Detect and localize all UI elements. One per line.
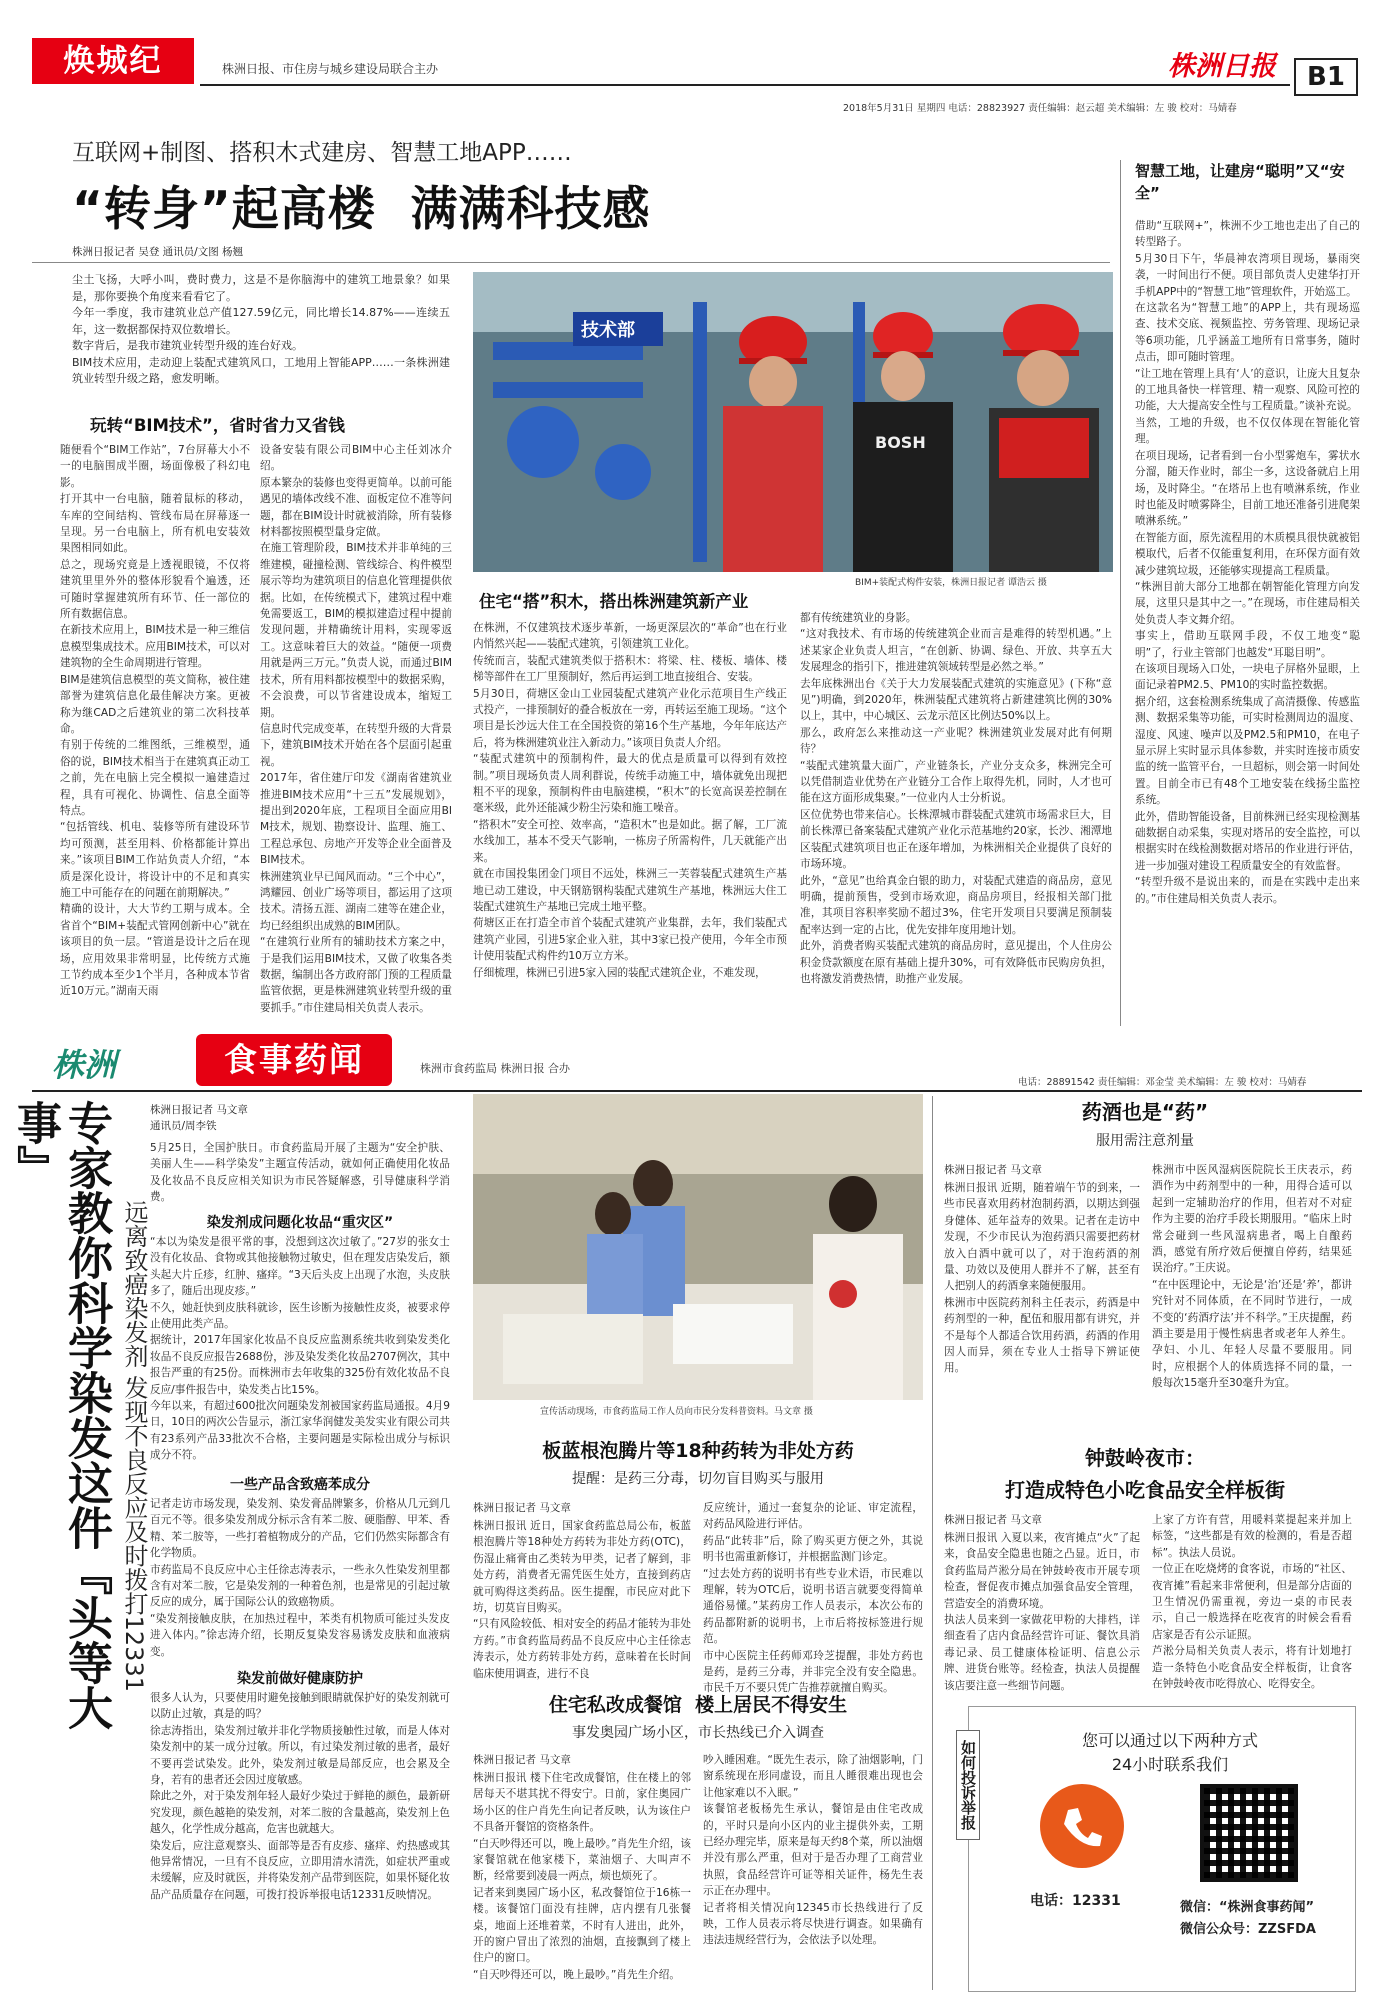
restaurant-subtitle: 事发奥园广场小区，市长热线已介入调查: [572, 1725, 824, 1741]
hair-dye-text3: 很多人认为，只要使用时避免接触到眼睛就保护好的染发剂就可以防止过敏，真是的吗？ 徐志涛指出，染发剂过敏并非化学物质接触性过敏，而是人体对染发剂中的某一成分过敏。所以，有过染发剂过敏的患者，最好不要再尝试染发。此外，染发剂过敏是局部反应，也会累及全身，若有的患者还会因过度敏感。 除此之外，对于染发剂年轻人最好少染过于鲜艳的颜色，最新研究发现，颜色越艳的染发剂，对苯二胺的含量越高，染发剂上色越久，化学性成分越高，危害也就越大。 染发后，应注意观察头、面部等是否有皮疹、瘙痒、灼热感或其他异常情况，一旦有不良反应，立即用清水清洗，如症状严重或未缓解，应及时就医，并将染发剂产品带到医院，如果怀疑化妆品产品质量存在问题，可拨打投诉举报电话12331反映情况。: [150, 1692, 450, 1901]
paper-logo: 株洲日报: [1168, 51, 1276, 82]
food-photo: [473, 1094, 923, 1400]
food-brand: 株洲: [52, 1046, 117, 1084]
lead-kicker: 互联网+制图、搭积木式建房、智慧工地APP……: [72, 140, 572, 166]
banlangen-subtitle: 提醒：是药三分毒，切勿盲目购买与服用: [572, 1471, 824, 1487]
prefab-title: 住宅“搭”积木，搭出株洲建筑新产业: [479, 592, 749, 611]
photo-sign: 技术部: [581, 320, 635, 341]
smart-site-title: 智慧工地，让建房“聪明”又“安全”: [1135, 162, 1345, 202]
hair-dye-vertical-title: 专家教你科学染发这件『头等大事』: [9, 1100, 113, 1730]
lead-photo-caption: BIM+装配式构件安装，株洲日报记者 谭浩云 摄: [855, 578, 1047, 588]
lead-photo: [473, 272, 1113, 572]
bim-col2: 设备安装有限公司BIM中心主任刘冰介绍。 原本繁杂的装修也变得更简单。以前可能遇见的墙体改线不准、面板定位不准等问题，都在BIM设计时就被消除，所有装修材料都按照模型量身定做。 在施工管理阶段，BIM技术并非单纯的三维建模，碰撞检测、管线综合、构件模型展示等均为建筑项目的信息化管理提供依据。比如，在传统模式下，建筑过程中难免需要返工，BIM的模拟建造过程中提前发现问题，并精确统计用料，实现零返工。这意味着巨大的效益。“随便一项费用就是两三万元。”负责人说，而通过BIM技术，所有用料都按模型中的数据采购，不会浪费，可以节省建设成本，缩短工期。 信息时代完成变革，在转型升级的大背景下，建筑BIM技术开始在各个层面引起重视。 2017年，省住建厅印发《湖南省建筑业推进BIM技术应用“十三五”发展规划》，提出到2020年底，工程项目全面应用BIM技术，规划、勘察设计、监理、施工、工程总承包、房地产开发等企业全面普及BIM技术。 株洲建筑业早已闻风而动。“三个中心”，鸿耀园、创业广场等项目，都运用了这项技术。清扬五涯、湖南二建等在建企业，均已经组织出成熟的BIM团队。 “在建筑行业所有的辅助技术方案之中，于是我们运用BIM技术，又做了收集各类数据，编制出各方政府部门预的工程质量监管依据，更是株洲建筑业转型升级的重要抓手。”市住建局相关负责人表示。: [260, 444, 452, 1014]
phone-icon: [1040, 1784, 1124, 1868]
section-tag: 焕城纪: [32, 38, 194, 84]
hair-dye-vertical-sub: 远离致癌染发剂 发现不良反应及时拨打12331: [120, 1200, 148, 1692]
bim-title: 玩转“BIM技术”，省时省力又省钱: [90, 416, 345, 435]
wine-col2: 株洲市中医风湿病医院院长王庆表示，药酒作为中药剂型中的一种，用得合适可以起到一定辅助治疗的作用，但若对不对症作为主要的治疗手段长期服用。“临床上时常会碰到一些风湿病患者，喝上自酿药酒，感觉有所疗效后便擅自停药，结果延误治疗。”王庆说。 “在中医理论中，无论是‘治’还是‘养’，都讲究针对不同体质，在不同时节进行，一成不变的‘药酒疗法’并不科学。”王庆提醒，药酒主要是用于慢性病患者或老年人养生。孕妇、小儿、年轻人尽量不要服用。同时，应根据个人的体质选择不同的量，一般每次15毫升至30毫升为宜。: [1152, 1164, 1352, 1390]
page-number: B1: [1294, 58, 1358, 96]
food-rule: [32, 1090, 1362, 1092]
lead-intro: 尘土飞扬，大呼小叫，费时费力，这是不是你脑海中的建筑工地景象？如果是，那你要换个角度来看看它了。 今年一季度，我市建筑业总产值127.59亿元，同比增长14.87%——连续五年，这一数据都保持双位数增长。 数字背后，是我市建筑业转型升级的连台好戏。 BIM技术应用，走动迎上装配式建筑风口，工地用上智能APP……一条株洲建筑业转型升级之路，愈发明晰。: [72, 273, 450, 385]
banlangen-byline: 株洲日报记者 马文章: [473, 1502, 571, 1514]
banlangen-title: 板蓝根泡腾片等18种药转为非处方药: [542, 1440, 854, 1462]
restaurant-title: 住宅私改成餐馆 楼上居民不得安生: [548, 1694, 848, 1716]
food-date-line: 电话：28891542 责任编辑：邓金莹 美术编辑：左 骏 校对：马婧春: [1018, 1077, 1307, 1088]
hotline-phone: 电话：12331: [1030, 1893, 1121, 1909]
lead-headline: “转身”起高楼 满满科技感: [72, 182, 651, 237]
masthead-rule: [200, 84, 1290, 86]
hair-dye-sub3: 染发前做好健康防护: [237, 1671, 363, 1687]
qr-code-icon: [1200, 1784, 1298, 1882]
hair-dye-text2: 记者走访市场发现，染发剂、染发膏品牌繁多，价格从几元到几百元不等。很多染发剂成分标示含有苯二胺、硬脂醇、甲苯、香精、苯二胺等，一些打着植物成分的产品，它们仍然实际都含有化学物质。 市药监局不良反应中心主任徐志涛表示，一些永久性染发剂里都含有对苯二胺，它是染发剂的一种着色剂，也是常见的引起过敏反应的成分，属于国际公认的致癌物质。 “染发剂接触皮肤，在加热过程中，苯类有机物质可能过头发皮进入体内。”徐志涛介绍，长期反复染发容易诱发皮肤和血液病变。: [150, 1498, 450, 1658]
bim-col1: 随便看个“BIM工作站”，7台屏幕大小不一的电脑围成半圈，场面像极了科幻电影。 打开其中一台电脑，随着鼠标的移动，车库的空间结构、管线布局在屏幕逐一呈现。另一台电脑上，所有机电安装效果图相同如此。 总之，现场究竟是上透视眼镜，不仅将建筑里里外外的整体形貌看个遍透，还可随时掌握建筑所有环节、任一部位的所有数据信息。 在新技术应用上，BIM技术是一种三维信息模型集成技术。应用BIM技术，可以对建筑物的全生命周期进行管理。 BIM是建筑信息模型的英文简称，被住建部誉为建筑信息化最佳解决方案。更被称为继CAD之后建筑业的第二次科技革命。 有别于传统的二维图纸，三维模型，通俗的说，BIM技术相当于在建筑真正动工之前，先在电脑上完全模拟一遍建造过程，具有可视化、协调性、信息全面等特点。 “包括管线、机电、装修等所有建设环节均可预测，甚至用料、价格都能计算出来。”该项目BIM工作站负责人介绍，“本质是深化设计，将设计中的不足和真实施工中可能存在的问题在前期解决。” 精确的设计，大大节约工期与成本。全省首个“BIM+装配式管网创新中心”就在该项目的负一层。“管道是设计之后在现场，应用效果非常明显，比传统方式施工节约成本至少1个半月，各种成本节省近10万元。”湖南天雨: [60, 444, 250, 998]
wine-col1: 株洲日报讯 近期，随着端午节的到来，一些市民喜欢用药材泡制药酒，以期达到强身健体、延年益寿的效果。记者在走访中发现，不少市民认为泡药酒只需要把药材放入白酒中就可以了，对于泡药酒的剂量、功效以及使用人群并不了解，甚至有人把别人的药酒拿来随便服用。 株洲市中医院药剂科主任表示，药酒是中药剂型的一种，配伍和服用都有讲究，并不是每个人都适合饮用药酒，药酒的作用因人而异，须在专业人士指导下辨证使用。: [944, 1182, 1140, 1375]
restaurant-col2: 吵入睡困难。“既先生表示，除了油烟影响，门窗系统现在形同虚设，而且人睡很难出现也会让他家难以不入眠。” 该餐馆老板杨先生承认，餐馆是由住宅改成的，平时只是向小区内的业主提供外卖，工期已经办理完毕，原来是每天约8个菜，所以油烟并没有那么严重，但对于是否办理了工商营业执照，食品经营许可证等相关证件，杨先生表示正在办理中。 记者将相关情况向12345市长热线进行了反映，工作人员表示将尽快进行调查。如果确有违法违规经营行为，会依法予以处理。: [703, 1754, 923, 1947]
wine-byline: 株洲日报记者 马文章: [944, 1164, 1042, 1176]
night-market-byline: 株洲日报记者 马文章: [944, 1514, 1042, 1526]
restaurant-col1: 株洲日报讯 楼下住宅改成餐馆，住在楼上的邻居每天不堪其扰不得安宁。日前，家住奥园广场小区的住户肖先生向记者反映，认为该住户不具备开餐馆的资格条件。 “白天吵得还可以，晚上最吵。”肖先生介绍，该家餐馆就在他家楼下，菜油烟子、大叫声不断，经常要到凌晨一两点，烦也烦死了。 记者来到奥园广场小区，私改餐馆位于16栋一楼。该餐馆门面没有挂牌，店内摆有几张餐桌，地面上还堆着菜，不时有人进出，此外，开的窗户冒出了浓烈的油烟，直接飘到了楼上住户的窗口。 “自天吵得还可以，晚上最吵。”肖先生介绍。: [473, 1772, 691, 1981]
masthead-cohost: 株洲日报、市住房与城乡建设局联合主办: [222, 62, 439, 76]
banlangen-col2: 反应统计，通过一套复杂的论证、审定流程，对药品风险进行评估。 药品“此转非”后，除了购买更方便之外，其说明书也需重新修订，并根据监测门诊定。 “过去处方药的说明书有些专业术语，市民难以理解，转为OTC后，说明书语言就要变得简单通俗易懂。”某药房工作人员表示，本次公布的药品都附新的说明书，上市后将按标签进行规范。 市中心医院主任药师邓玲芝提醒，非处方药也是药，是药三分毒，并非完全没有安全隐患。市民千万不要只凭广告推荐就擅自购买。: [703, 1502, 923, 1695]
hotline-gzh: 微信公众号：ZZSFDA: [1180, 1922, 1316, 1937]
photo-shirt: BOSH: [875, 433, 926, 452]
lead-byline: 株洲日报记者 吴登 通讯员/文图 杨翘: [72, 246, 244, 258]
restaurant-byline: 株洲日报记者 马文章: [473, 1754, 571, 1766]
wine-subtitle: 服用需注意剂量: [1096, 1133, 1194, 1149]
banlangen-col1: 株洲日报讯 近日，国家食药监总局公布，板蓝根泡腾片等18种处方药转为非处方药(OTC)，伤湿止痛膏由乙类转为甲类，记者了解到，非处方药，消费者无需凭医生处方，直接到药店就可购得这类药品。医生提醒，市民应对此下坊，切莫盲目购买。 “只有风险较低、相对安全的药品才能转为非处方药。”市食药监局药品不良反应中心主任徐志涛表示，处方药转非处方药，意味着在长时间临床使用调查，进行不良: [473, 1520, 691, 1680]
hair-dye-sub2: 一些产品含致癌苯成分: [230, 1477, 370, 1493]
prefab-col1: 在株洲，不仅建筑技术逐步革新，一场更深层次的“革命”也在行业内悄然兴起——装配式建筑，引领建筑工业化。 传统而言，装配式建筑类似于搭积木：将梁、柱、楼板、墙体、楼梯等部件在工厂里预制好，然后再运到工地直接组合、安装。 5月30日，荷塘区金山工业园装配式建筑产业化示范项目生产线正式投产，一排预制好的叠合板放在一旁，再转运至施工现场。“这个项目是长沙远大住工在全国投资的第16个生产基地，今年年底达产后，将为株洲建筑业注入新动力。”该项目负责人介绍。 “装配式建筑中的预制构件，最大的优点是质量可以得到有效控制。”项目现场负责人周利群说，传统手动施工中，墙体就免出现把粗不平的现象，预制构件由电脑建模，“积木”的长宽高误差控制在毫米级，此外还能减少粉尘污染和施工噪音。 “搭积木”安全可控、效率高，“造积木”也是如此。据了解，工厂流水线加工，基本不受天气影响，一栋房子所需构件，几天就能产出来。 就在市国投集团金门项目不远处，株洲三一芙蓉装配式建筑生产基地已动工建设，中天钢筋钢构装配式建筑生产基地，株洲远大住工装配式建筑生产基地已完成土地平整。 荷塘区正在打造全市首个装配式建筑产业集群，去年，我们装配式建筑产业园，引进5家企业入驻，其中3家已投产使用，今年全市预计使用装配式构件约10万立方米。 仔细梳理，株洲已引进5家入园的装配式建筑企业，不难发现，: [473, 622, 787, 979]
hair-dye-byline: 株洲日报记者 马文章 通讯员/周李铁: [150, 1104, 248, 1132]
phone-glyph: [1040, 1784, 1124, 1868]
food-cohost: 株洲市食药监局 株洲日报 合办: [420, 1062, 570, 1075]
wine-title: 药酒也是“药”: [1081, 1100, 1209, 1124]
hotline-line2: 24小时联系我们: [1111, 1755, 1229, 1774]
night-market-col2: 上家了方许有营，用暖料菜提起来并加上标签，“这些都是有效的检测的，看是否超标”。执法人员说。 一位正在吃烧烤的食客说，市场的“社区、夜宵摊”看起来非常便利，但是部分店面的卫生情况仍需重视，旁边一桌的市民表示，自己一般选择在吃夜宵的时候会看看店家是否有公示证照。 芦淞分局相关负责人表示，将有计划地打造一条特色小吃食品安全样板街，让食客在钟鼓岭夜市吃得放心、吃得安全。: [1152, 1514, 1352, 1691]
hair-dye-intro: 5月25日，全国护肤日。市食药监局开展了主题为“安全护肤、美丽人生——科学染发”主题宣传活动，就如何正确使用化妆品及化妆品不良反应相关知识为市民答疑解惑，引导健康科学消费。: [150, 1142, 450, 1204]
construction-scene-illustration: [473, 272, 1113, 572]
publicity-event-illustration: [473, 1094, 923, 1400]
date-line: 2018年5月31日 星期四 电话：28823927 责任编辑：赵云超 美术编辑：左 骏 校对：马婧春: [843, 103, 1237, 114]
hotline-weixin: 微信：“株洲食事药闻”: [1180, 1900, 1315, 1915]
night-market-title2: 打造成特色小吃食品安全样板街: [1005, 1478, 1285, 1502]
night-market-col1: 株洲日报讯 入夏以来，夜宵摊点“火”了起来，食品安全隐患也随之凸显。近日，市食药监局芦淞分局在钟鼓岭夜市开展专项检查，督促夜市摊点加强食品安全管理，营造安全的消费环境。 执法人员来到一家做花甲粉的大排档，详细查看了店内食品经营许可证、餐饮具消毒记录、员工健康体检证明、信息公示牌、进货台账等。经检查，执法人员提醒该店要注意一些细节问题。: [944, 1532, 1140, 1692]
prefab-col2: 都有传统建筑业的身影。 “这对我技术、有市场的传统建筑企业而言是难得的转型机遇。”上述某家企业负责人坦言，“在创新、协调、绿色、开放、共享五大发展理念的指引下，推进建筑领域转型是必然之举。” 去年底株洲出台《关于大力发展装配式建筑的实施意见》(下称“意见”)明确，到2020年，株洲装配式建筑将占新建建筑比例的30%以上，其中，中心城区、云龙示范区比例达50%以上。 那么，政府怎么来推动这一产业呢？株洲建筑业发展对此有何期待？ “装配式建筑量大面广，产业链条长，产业分支众多，株洲完全可以凭借制造业优势在产业链分工合作上取得先机，同时，人才也可能在这方面形成集聚。”一位业内人士分析说。 区位优势也带来信心。长株潭城市群装配式建筑市场需求巨大，目前长株潭已备案装配式建筑产业化示范基地约20家，长沙、湘潭地区装配式建筑项目也正在逐年增加，为株洲相关企业提供了良好的市场环境。 此外，“意见”也给真金白银的助力，对装配式建造的商品房，意见明确，提前预售，受到市场欢迎，商品房项目，经报相关部门批准，其项目容积率奖励不超过3%，住宅开发项目只要满足预制装配率达到一定的占比，优先安排年度用地计划。 此外，消费者购买装配式建筑的商品房时，意见提出，个人住房公积金贷款额度在原有基础上提升30%，可有效降低市民购房负担，也将激发消费热情，助推产业发展。: [800, 612, 1112, 985]
hotline-vertical-tag: 如何投诉举报: [956, 1730, 980, 1840]
food-photo-caption: 宣传活动现场，市食药监局工作人员向市民分发科普资料。马文章 摄: [540, 1407, 813, 1417]
hotline-line1: 您可以通过以下两种方式: [1081, 1731, 1258, 1750]
food-title: 食事药闻: [196, 1034, 392, 1086]
hair-dye-text1: “本以为染发是很平常的事，没想到这次过敏了。”27岁的张女士没有化妆品、食物或其他接触物过敏史，但在理发店染发后，额头起大片丘疹，红肿、瘙痒。“3天后头皮上出现了水泡，头皮肤多了，随后出现皮疹。” 不久，她赶快到皮肤科就诊，医生诊断为接触性皮炎，被要求停止使用此类产品。 据统计，2017年国家化妆品不良反应监测系统共收到染发类化妆品不良反应报告2688份，涉及染发类化妆品2707例次，其中报告严重的有25份。而株洲市去年收集的325份有效化妆品不良反应/事件报告中，染发类占比15%。 今年以来，有超过600批次问题染发剂被国家药监局通报。4月9日，10日的两次公告显示，浙江家华润健发美发实业有限公司共有23系列产品33批次不合格，主要问题是实际检出成分与标识成分不符。: [150, 1236, 450, 1462]
smart-site-body: 借助“互联网+”，株洲不少工地也走出了自己的转型路子。 5月30日下午，华晨神农湾项目现场，暴雨突袭，一时间出行不便。项目部负责人史建华打开手机APP中的“智慧工地”管理软件，开始巡工。 在这款名为“智慧工地”的APP上，共有现场巡查、技术交底、视频监控、劳务管理、现场记录等6项功能，几乎涵盖工地所有日常事务，随时点击，即可随时管理。 “让工地在管理上具有‘人’的意识，让庞大且复杂的工地具备快一样管理、精一观察、风险可控的功能，大大提高安全性与工程质量。”谈补充说。 当然，工地的升级，也不仅仅体现在智能化管理。 在项目现场，记者看到一台小型雾炮车，雾状水分溜，随天作业时，部尘一多，这设备就启上用场，及时降尘。“在塔吊上也有喷淋系统，作业时也能及时喷雾降尘，目前工地还准备引进爬架喷淋系统。” 在智能方面，原先流程用的木质模具很快就被铝模取代，后者不仅能重复利用，在环保方面有效减少建筑垃圾，还能够实现提高工程质量。 “株洲目前大部分工地都在朝智能化管理方向发展，这里只是其中之一。”在现场，市住建局相关处负责人李文舞介绍。 事实上，借助互联网手段，不仅工地变“聪明”了，行业主管部门也越发“耳聪目明”。 在该项目现场入口处，一块电子屏格外显眼，上面记录着PM2.5、PM10的实时监控数据。 据介绍，这套检测系统集成了高清摄像、传感监测、数据采集等功能，可实时检测周边的温度、湿度、风速、噪声以及PM2.5和PM10，在电子显示屏上实时显示具体参数，并实时连接市质安监的统一监管平台，一旦超标，则会第一时间处置。目前全市已有48个工地安装在线扬尘监控系统。 此外，借助智能设备，目前株洲已经实现检测基础数据自动采集，实现对塔吊的安全监控，可以根据实时在线检测数据对塔吊的作业进行评估，进一步加强对建设工程质量安全的有效监督。 “转型升级不是说出来的，而是在实践中走出来的。”市住建局相关负责人表示。: [1135, 220, 1360, 905]
night-market-title: 钟鼓岭夜市：: [1085, 1446, 1205, 1470]
hair-dye-sub1: 染发剂成问题化妆品“重灾区”: [206, 1215, 394, 1231]
